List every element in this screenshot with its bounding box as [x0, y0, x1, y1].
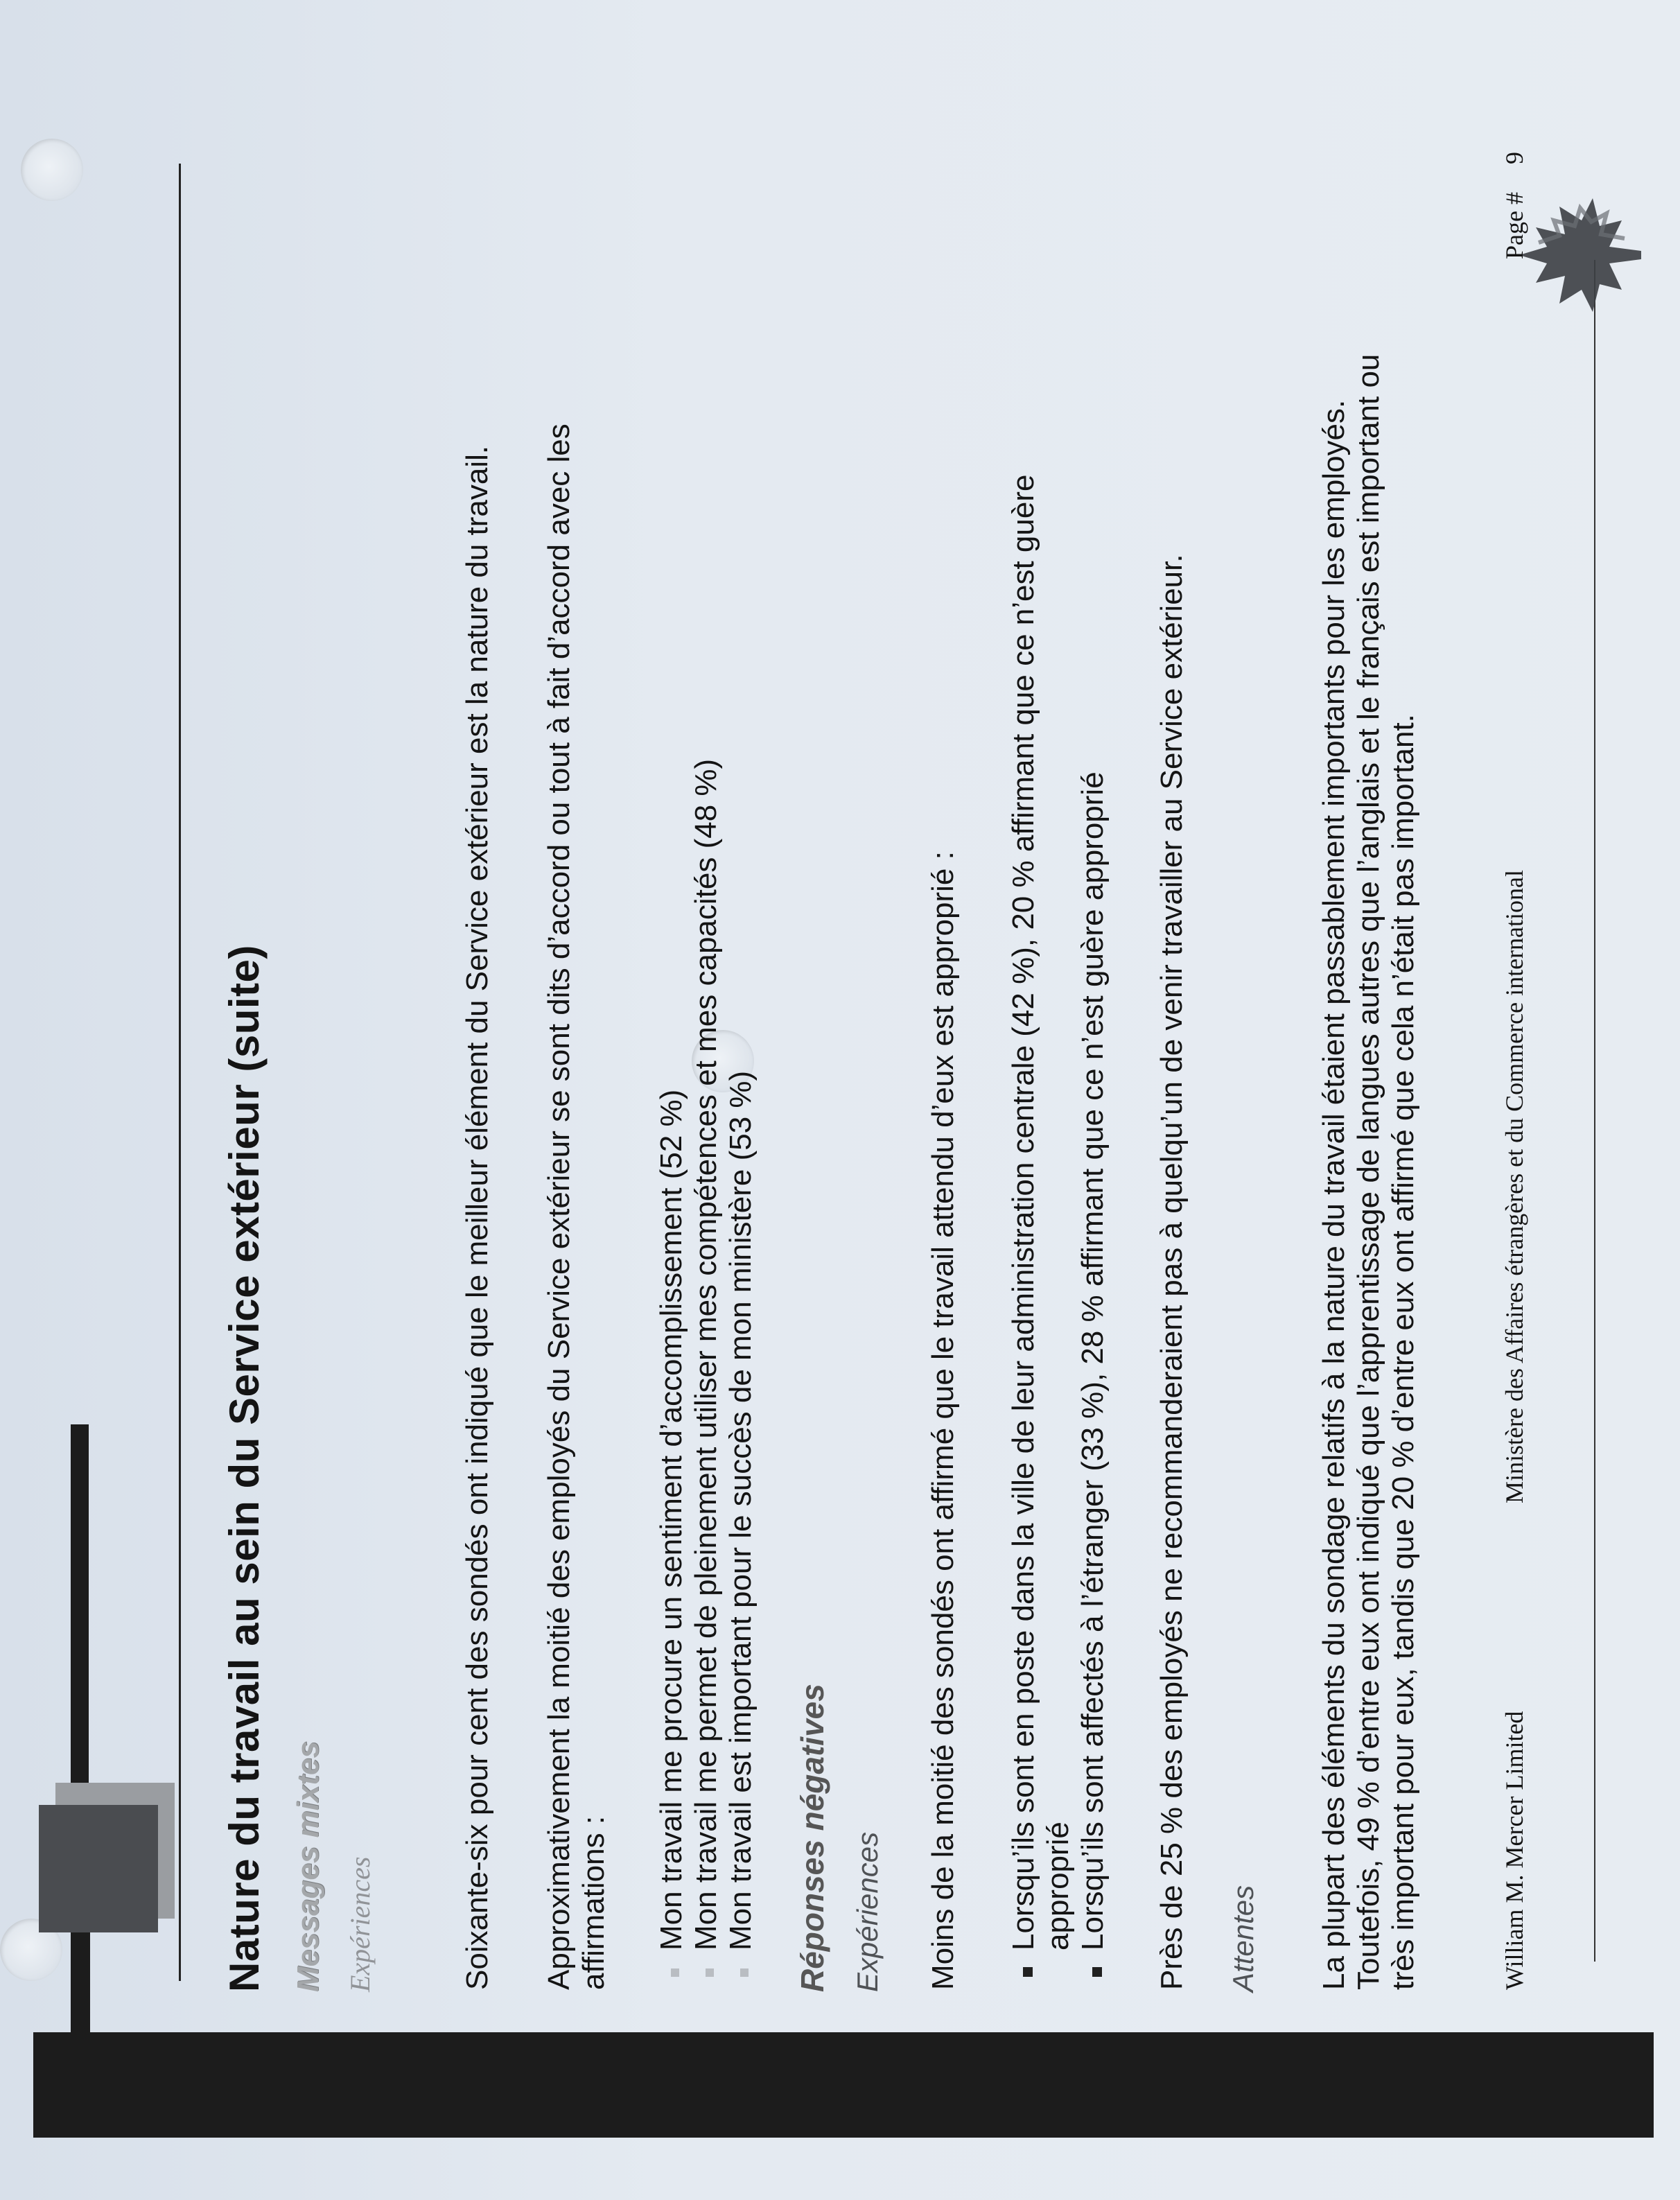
paragraph-less-than-half: Moins de la moitié des sondés ont affirmé que le travail attendu d’eux est approprié : [926, 851, 960, 1990]
paragraph-expectations-line1: La plupart des éléments du sondage relatifs à la nature du travail étaient passablement importants pour les employés. [1317, 399, 1351, 1990]
footer-company: William M. Mercer Limited [1500, 1711, 1528, 1990]
page-title: Nature du travail au sein du Service extérieur (suite) [221, 945, 268, 1992]
paragraph-would-not-recommend: Près de 25 % des employés ne recommanderaient pas à quelqu’un de venir travailler au Service extérieur. [1155, 554, 1189, 1990]
bullet-square-icon [706, 1968, 714, 1977]
affirmation-item: Mon travail est important pour le succès de mon ministère (53 %) [724, 1070, 758, 1950]
bullet-square-icon [1023, 1967, 1033, 1977]
section-subheading-experiences-negative: Expériences [851, 1831, 884, 1992]
section-heading-expectations: Attentes [1227, 1885, 1259, 1992]
page-label: Page # [1500, 192, 1528, 259]
negative-bullet-abroad: Lorsqu’ils sont affectés à l’étranger (33 %), 28 % affirmant que ce n’est guère approprié [1076, 771, 1110, 1950]
affirmation-item: Mon travail me procure un sentiment d’accomplissement (52 %) [654, 1089, 688, 1950]
negative-bullet-headquarters-line2: approprié [1041, 1822, 1075, 1950]
paragraph-half-agree-line1: Approximativement la moitié des employés du Service extérieur se sont dits d’accord ou tout à fait d’accord avec les [542, 424, 576, 1990]
page-number: 9 [1500, 152, 1528, 165]
affirmation-item: Mon travail me permet de pleinement utiliser mes compétences et mes capacités (48 %) [689, 758, 723, 1950]
paragraph-expectations-line2: Toutefois, 49 % d’entre eux ont indiqué que l’apprentissage de langues autres que l’anglais et le français est important ou [1351, 353, 1385, 1990]
footer-page-number [1500, 152, 1529, 259]
paragraph-best-element: Soixante-six pour cent des sondés ont indiqué que le meilleur élément du Service extérieur est la nature du travail. [460, 445, 494, 1990]
negative-bullet-headquarters-line1: Lorsqu’ils sont en poste dans la ville de leur administration centrale (42 %), 20 % affirmant que ce n’est guère [1006, 474, 1040, 1950]
section-heading-mixed-messages: Messages mixtes [291, 1741, 325, 1992]
section-subheading-experiences: Expériences [344, 1856, 376, 1992]
bullet-square-icon [671, 1968, 679, 1977]
paragraph-expectations-line3: très important pour eux, tandis que 20 % d’entre eux ont affirmé que cela n’était pas important. [1386, 714, 1420, 1990]
footer-ministry: Ministère des Affaires étrangères et du Commerce international [1500, 869, 1528, 1503]
paragraph-half-agree-line2: affirmations : [577, 1815, 611, 1990]
section-heading-negative-responses: Réponses négatives [794, 1684, 830, 1992]
bullet-square-icon [740, 1968, 749, 1977]
bullet-square-icon [1092, 1967, 1102, 1977]
